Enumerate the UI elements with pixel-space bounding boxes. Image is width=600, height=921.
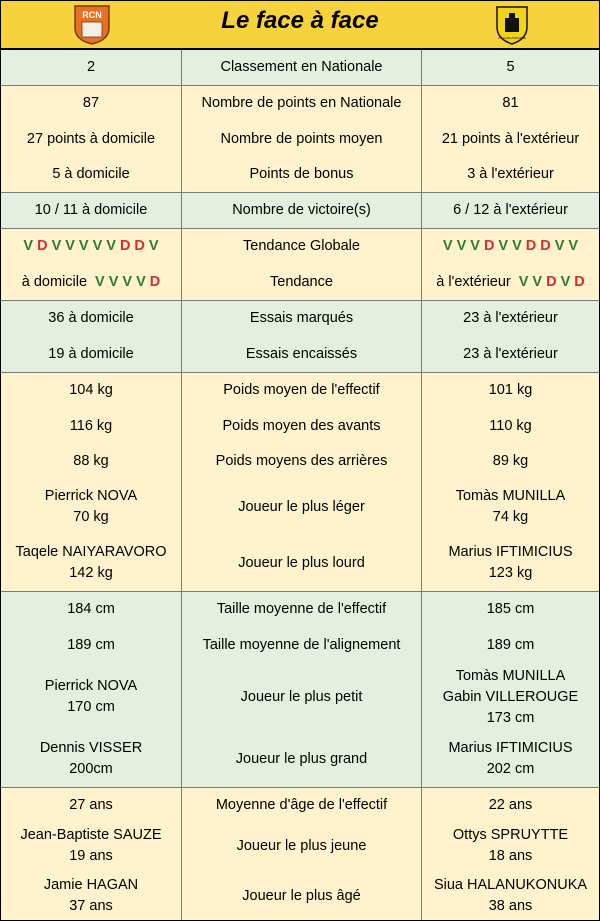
plus-lourd-right: [422, 535, 599, 591]
plus-leger-right-value: 74 kg: [492, 509, 529, 525]
plus-petit-left-value: 170 cm: [67, 699, 115, 715]
win-marker: V: [554, 238, 565, 254]
essais-encaisses-right: 23 à l'extérieur: [463, 345, 558, 362]
plus-leger-right: [422, 479, 599, 535]
plus-jeune-right-name: Ottys SPRUYTTE: [452, 827, 569, 843]
plus-age-left: [1, 872, 181, 920]
plus-grand-label: Joueur le plus grand: [235, 750, 368, 767]
tendance-globale-left: [1, 229, 181, 264]
taille-effectif-right: 185 cm: [486, 601, 535, 617]
points-right: 81: [502, 95, 519, 111]
win-marker: V: [532, 273, 543, 290]
loss-marker: D: [574, 273, 585, 290]
plus-petit-right-name: Tomàs MUNILLA: [455, 667, 566, 684]
win-marker: V: [568, 238, 579, 254]
taille-alignement-left: 189 cm: [67, 636, 115, 653]
section-age: [1, 788, 599, 920]
tendance-left-prefix: à domicile: [21, 273, 88, 290]
win-marker: V: [560, 273, 571, 290]
taille-alignement-right: 189 cm: [486, 636, 535, 653]
classement-label: Classement en Nationale: [220, 59, 383, 75]
win-marker: V: [442, 238, 453, 254]
win-marker: V: [51, 238, 62, 254]
win-marker: V: [95, 273, 105, 290]
plus-grand-right-value: 202 cm: [486, 761, 535, 777]
plus-jeune-right: [422, 822, 599, 870]
poids-arrieres-right: 89 kg: [492, 453, 529, 469]
section-essais: [1, 301, 599, 373]
loss-marker: D: [540, 238, 551, 254]
win-marker: V: [92, 238, 103, 254]
win-marker: V: [456, 238, 467, 254]
loss-marker: D: [525, 238, 537, 254]
section-tendance: [1, 229, 599, 301]
plus-grand-left-value: 200cm: [69, 761, 113, 777]
essais-marques-left: 36 à domicile: [48, 310, 134, 326]
win-marker: V: [78, 238, 89, 254]
plus-lourd-label: Joueur le plus lourd: [238, 554, 365, 571]
plus-age-right-name: Siua HALANUKONUKA: [433, 877, 588, 893]
tendance-globale-right: [422, 229, 599, 264]
header-bar: [1, 1, 599, 50]
loss-marker: D: [546, 273, 557, 290]
plus-age-left-name: Jamie HAGAN: [43, 877, 139, 893]
win-marker: V: [106, 238, 116, 254]
essais-encaisses-label: Essais encaissés: [245, 345, 358, 362]
taille-effectif-left: 184 cm: [67, 601, 115, 617]
poids-avants-label: Poids moyen des avants: [222, 417, 381, 434]
carcassonne-logo: [495, 5, 529, 45]
bonus-right: 3 à l'extérieur: [467, 166, 554, 182]
points-moyen-label: Nombre de points moyen: [220, 130, 383, 147]
tendance-right-prefix: à l'extérieur: [436, 273, 511, 290]
plus-grand-left: [1, 731, 181, 787]
age-moyen-right: 22 ans: [488, 796, 533, 813]
plus-jeune-left-value: 19 ans: [69, 848, 113, 864]
tendance-label: Tendance: [270, 273, 333, 290]
plus-lourd-left: [1, 535, 181, 591]
win-marker: V: [108, 273, 119, 290]
poids-effectif-label: Poids moyen de l'effectif: [223, 382, 380, 398]
classement-right: 5: [506, 59, 515, 75]
plus-petit-label: Joueur le plus petit: [240, 688, 363, 705]
win-marker: V: [470, 238, 480, 254]
points-label: Nombre de points en Nationale: [201, 95, 402, 111]
page-title: Le face à face: [221, 7, 379, 34]
plus-grand-left-name: Dennis VISSER: [39, 740, 143, 756]
plus-grand-right-name: Marius IFTIMICIUS: [448, 740, 573, 756]
essais-encaisses-left: 19 à domicile: [48, 345, 134, 362]
plus-petit-left-name: Pierrick NOVA: [44, 678, 138, 694]
loss-marker: D: [37, 238, 48, 254]
plus-age-right-value: 38 ans: [488, 898, 533, 914]
age-moyen-label: Moyenne d'âge de l'effectif: [215, 796, 388, 813]
essais-marques-label: Essais marqués: [249, 310, 354, 326]
plus-petit-right-name2: Gabin VILLEROUGE: [442, 688, 579, 705]
taille-effectif-label: Taille moyenne de l'effectif: [216, 601, 387, 617]
points-moyen-left: 27 points à domicile: [26, 130, 156, 147]
poids-avants-left: 116 kg: [69, 417, 113, 434]
win-marker: V: [122, 273, 133, 290]
victoires-right: 6 / 12 à l'extérieur: [453, 202, 568, 218]
win-marker: V: [518, 273, 529, 290]
plus-leger-label: Joueur le plus léger: [238, 498, 365, 515]
section-points: [1, 86, 599, 193]
plus-jeune-label: Joueur le plus jeune: [236, 837, 367, 854]
bonus-label: Points de bonus: [249, 166, 354, 182]
plus-petit-right-value: 173 cm: [486, 709, 535, 726]
section-taille: [1, 592, 599, 788]
poids-arrieres-label: Poids moyens des arrières: [215, 453, 388, 469]
loss-marker: D: [119, 238, 131, 254]
plus-lourd-right-value: 123 kg: [488, 565, 533, 581]
plus-age-label: Joueur le plus âgé: [242, 887, 361, 904]
loss-marker: D: [134, 238, 145, 254]
tendance-left: [1, 264, 181, 300]
plus-leger-left: [1, 479, 181, 535]
plus-petit-left: [1, 663, 181, 731]
age-moyen-left: 27 ans: [69, 796, 113, 813]
win-marker: V: [65, 238, 75, 254]
win-marker: V: [498, 238, 509, 254]
win-marker: V: [23, 238, 34, 254]
victoires-label: Nombre de victoire(s): [232, 202, 371, 218]
plus-leger-left-name: Pierrick NOVA: [44, 488, 138, 504]
plus-lourd-right-name: Marius IFTIMICIUS: [448, 544, 573, 560]
rcn-logo-text: RCN: [82, 10, 102, 20]
essais-marques-right: 23 à l'extérieur: [463, 310, 558, 326]
section-classement: [1, 50, 599, 86]
win-marker: V: [148, 238, 159, 254]
win-marker: V: [136, 273, 146, 290]
poids-avants-right: 110 kg: [489, 417, 532, 434]
section-victoires: [1, 193, 599, 229]
plus-leger-right-name: Tomàs MUNILLA: [455, 488, 566, 504]
plus-leger-left-value: 70 kg: [73, 509, 109, 525]
plus-age-left-value: 37 ans: [69, 898, 113, 914]
carcassonne-logo-text: US CARCASSONNE: [497, 36, 527, 40]
plus-grand-right: [422, 731, 599, 787]
poids-effectif-left: 104 kg: [69, 382, 113, 398]
points-moyen-right: 21 points à l'extérieur: [441, 130, 580, 147]
classement-left: 2: [86, 59, 96, 75]
points-left: 87: [82, 95, 100, 111]
victoires-left: 10 / 11 à domicile: [34, 202, 148, 218]
loss-marker: D: [149, 273, 161, 290]
win-marker: V: [512, 238, 522, 254]
taille-alignement-label: Taille moyenne de l'alignement: [202, 636, 401, 653]
poids-arrieres-left: 88 kg: [73, 453, 109, 469]
plus-jeune-left: [1, 822, 181, 870]
plus-petit-right: [422, 663, 599, 731]
plus-lourd-left-name: Taqele NAIYARAVORO: [15, 544, 167, 560]
plus-lourd-left-value: 142 kg: [69, 565, 113, 581]
bonus-left: 5 à domicile: [52, 166, 130, 182]
plus-age-right: [422, 872, 599, 920]
plus-jeune-left-name: Jean-Baptiste SAUZE: [20, 827, 162, 843]
poids-effectif-right: 101 kg: [488, 382, 533, 398]
tendance-right: [422, 264, 599, 300]
section-poids: [1, 373, 599, 592]
plus-jeune-right-value: 18 ans: [488, 848, 533, 864]
loss-marker: D: [483, 238, 495, 254]
tendance-globale-label: Tendance Globale: [243, 238, 360, 254]
